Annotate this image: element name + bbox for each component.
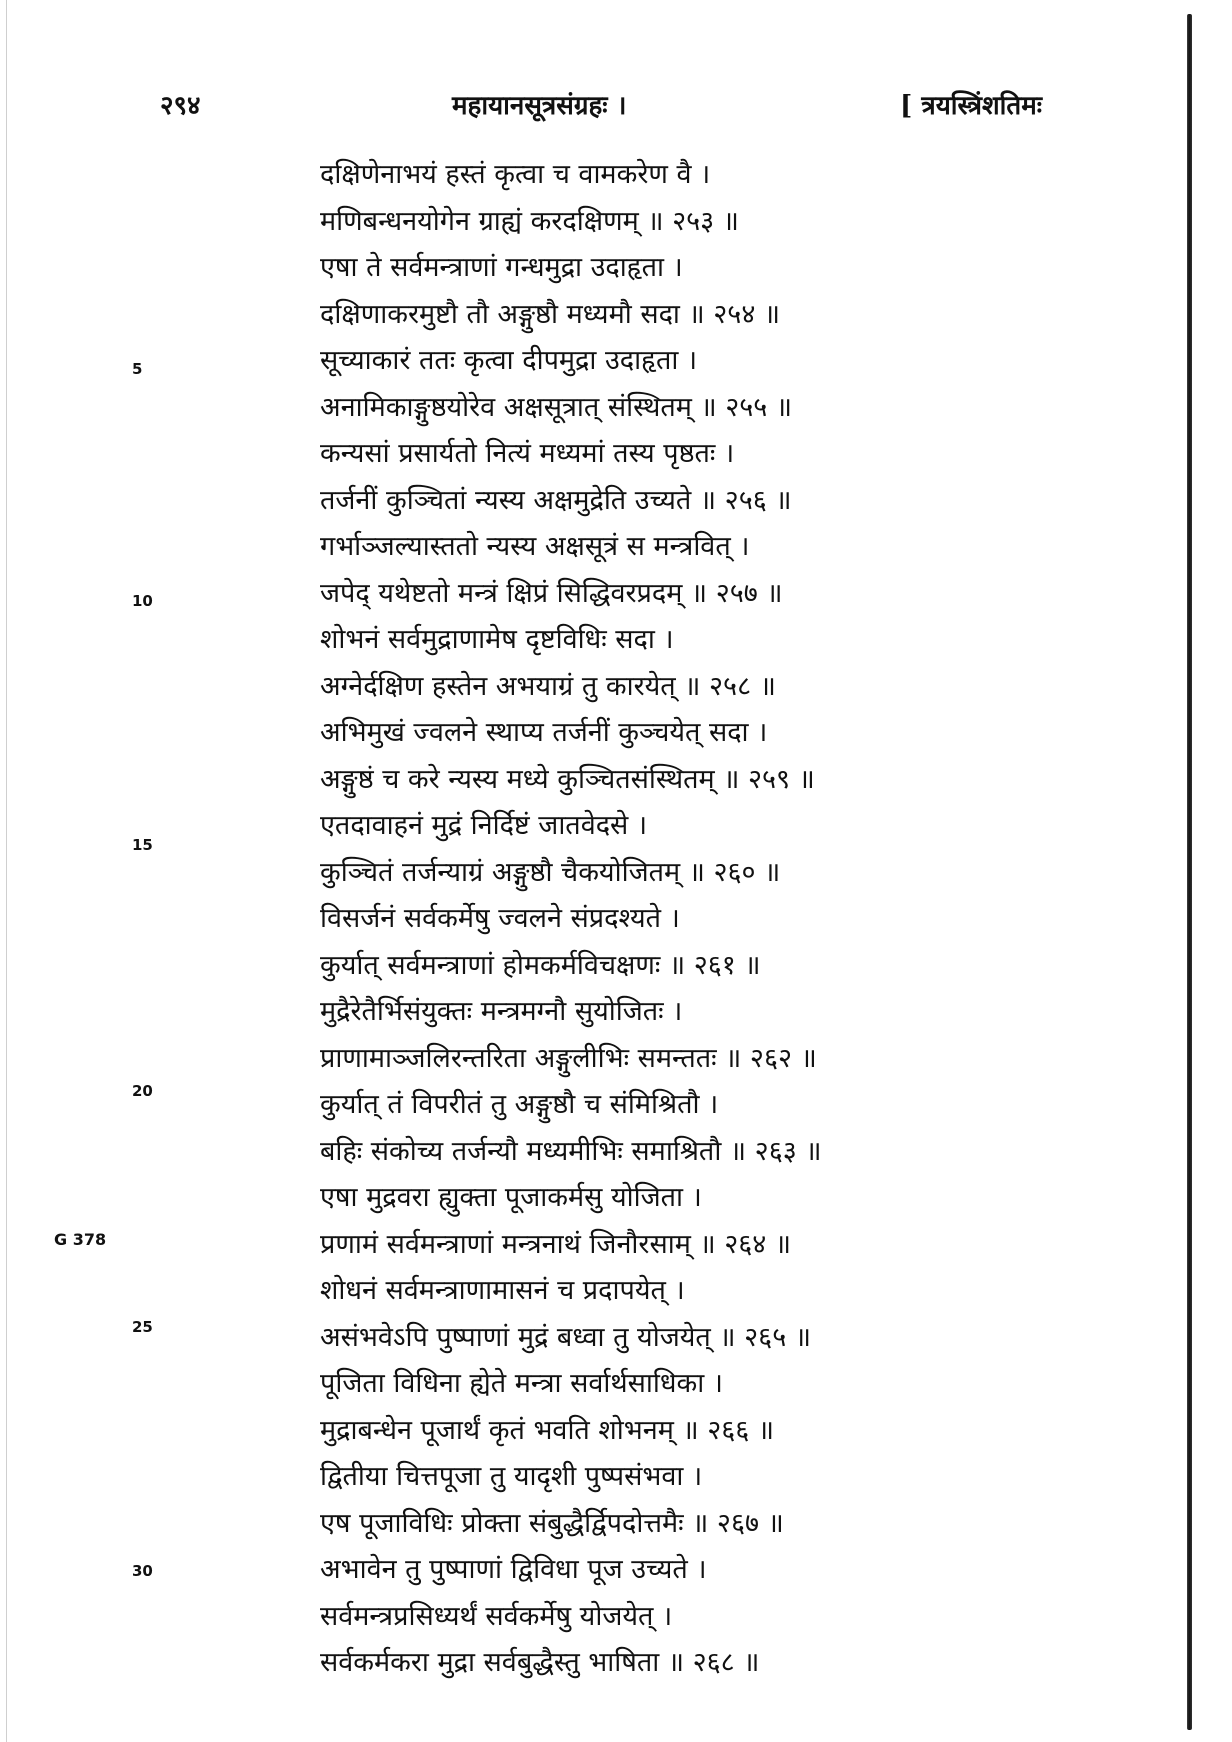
binding-edge bbox=[1187, 14, 1192, 1730]
verse-line: अग्नेर्दक्षिण हस्तेन अभयाग्रं तु कारयेत् ॥ २५८ ॥ bbox=[320, 670, 776, 702]
verse-line: शोधनं सर्वमन्त्राणामासनं च प्रदापयेत् । bbox=[320, 1275, 685, 1306]
line-number-marker: 15 bbox=[132, 836, 153, 854]
verse-line: प्रणामं सर्वमन्त्राणां मन्त्रनाथं जिनौरसाम् ॥ २६४ ॥ bbox=[320, 1228, 792, 1260]
verse-line: अनामिकाङ्गुष्ठयोरेव अक्षसूत्रात् संस्थितम् ॥ २५५ ॥ bbox=[320, 391, 793, 423]
page-left-edge bbox=[6, 0, 7, 1742]
verse-line: द्वितीया चित्तपूजा तु यादृशी पुष्पसंभवा । bbox=[320, 1461, 703, 1492]
verse-line: अभावेन तु पुष्पाणां द्विविधा पूज उच्यते । bbox=[320, 1554, 707, 1585]
side-reference: G 378 bbox=[54, 1230, 107, 1249]
verse-line: जपेद् यथेष्टतो मन्त्रं क्षिप्रं सिद्धिवरप्रदम् ॥ २५७ ॥ bbox=[320, 577, 783, 609]
verse-line: दक्षिणाकरमुष्टौ तौ अङ्गुष्ठौ मध्यमौ सदा ॥ २५४ ॥ bbox=[320, 298, 781, 330]
section-title: [ त्रयस्त्रिंशतिमः bbox=[900, 91, 1043, 121]
verse-line: गर्भाञ्जल्यास्ततो न्यस्य अक्षसूत्रं स मन्त्रवित् । bbox=[320, 531, 750, 562]
line-number-marker: 10 bbox=[132, 592, 153, 610]
verse-line: असंभवेऽपि पुष्पाणां मुद्रं बध्वा तु योजयेत् ॥ २६५ ॥ bbox=[320, 1321, 811, 1353]
verse-line: एतदावाहनं मुद्रं निर्दिष्टं जातवेदसे । bbox=[320, 810, 648, 841]
line-number-marker: 5 bbox=[132, 360, 143, 378]
verse-line: बहिः संकोच्य तर्जन्यौ मध्यमीभिः समाश्रितौ ॥ २६३ ॥ bbox=[320, 1135, 822, 1167]
verse-line: एषा ते सर्वमन्त्राणां गन्धमुद्रा उदाहृता । bbox=[320, 252, 683, 283]
verse-line: एष पूजाविधिः प्रोक्ता संबुद्धैर्द्विपदोत्तमैः ॥ २६७ ॥ bbox=[320, 1507, 784, 1539]
verse-line: शोभनं सर्वमुद्राणामेष दृष्टविधिः सदा । bbox=[320, 624, 674, 655]
verse-line: दक्षिणेनाभयं हस्तं कृत्वा च वामकरेण वै । bbox=[320, 159, 711, 190]
verse-line: प्राणामाञ्जलिरन्तरिता अङ्गुलीभिः समन्ततः ॥ २६२ ॥ bbox=[320, 1042, 817, 1074]
verse-line: कुर्यात् तं विपरीतं तु अङ्गुष्ठौ च संमिश्रितौ । bbox=[320, 1089, 719, 1120]
line-number-marker: 20 bbox=[132, 1082, 153, 1100]
verse-line: मणिबन्धनयोगेन ग्राह्यं करदक्षिणम् ॥ २५३ ॥ bbox=[320, 205, 739, 237]
verse-line: मुद्रैरेतैर्भिसंयुक्तः मन्त्रमग्नौ सुयोजितः । bbox=[320, 996, 683, 1027]
verse-line: कुञ्चितं तर्जन्याग्रं अङ्गुष्ठौ चैकयोजितम् ॥ २६० ॥ bbox=[320, 856, 781, 888]
running-title: महायानसूत्रसंग्रहः । bbox=[452, 91, 627, 121]
verse-line: सर्वमन्त्रप्रसिध्यर्थं सर्वकर्मेषु योजयेत् । bbox=[320, 1600, 673, 1632]
page-number: २९४ bbox=[160, 91, 201, 121]
verse-line: कुर्यात् सर्वमन्त्राणां होमकर्मविचक्षणः ॥ २६१ ॥ bbox=[320, 949, 761, 981]
verse-line: विसर्जनं सर्वकर्मेषु ज्वलने संप्रदश्यते । bbox=[320, 903, 680, 934]
verse-line: सर्वकर्मकरा मुद्रा सर्वबुद्धैस्तु भाषिता ॥ २६८ ॥ bbox=[320, 1647, 760, 1678]
verse-line: कन्यसां प्रसार्यतो नित्यं मध्यमां तस्य पृष्ठतः । bbox=[320, 438, 735, 469]
verse-line: अभिमुखं ज्वलने स्थाप्य तर्जनीं कुञ्चयेत् सदा । bbox=[320, 717, 768, 748]
verse-lines bbox=[320, 152, 1140, 1687]
verse-line: पूजिता विधिना ह्येते मन्त्रा सर्वार्थसाधिका । bbox=[320, 1368, 724, 1399]
verse-line: मुद्राबन्धेन पूजार्थं कृतं भवति शोभनम् ॥ २६६ ॥ bbox=[320, 1414, 775, 1446]
line-number-marker: 30 bbox=[132, 1562, 153, 1580]
verse-line: सूच्याकारं ततः कृत्वा दीपमुद्रा उदाहृता । bbox=[320, 345, 698, 376]
line-number-marker: 25 bbox=[132, 1318, 153, 1336]
verse-line: अङ्गुष्ठं च करे न्यस्य मध्ये कुञ्चितसंस्थितम् ॥ २५९ ॥ bbox=[320, 763, 815, 795]
verse-line: तर्जनीं कुञ्चितां न्यस्य अक्षमुद्रेति उच्यते ॥ २५६ ॥ bbox=[320, 484, 792, 516]
verse-line: एषा मुद्रवरा ह्युक्ता पूजाकर्मसु योजिता । bbox=[320, 1182, 702, 1213]
